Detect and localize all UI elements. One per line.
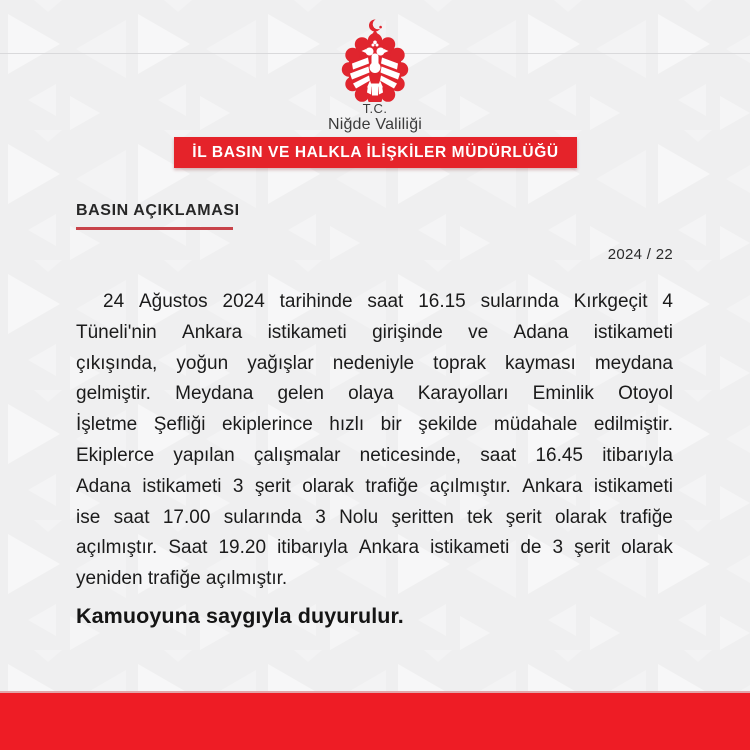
org-prefix: T.C. xyxy=(362,101,388,116)
body-line: gelmiştir. Meydana gelen olaya Karayolları Eminlik Otoyol xyxy=(76,383,673,405)
body-line: Ekiplerce yapılan çalışmalar neticesinde, saat 16.45 itibarıyla xyxy=(76,444,673,466)
bottom-red-band xyxy=(0,691,750,750)
body-line: İşletme Şefliği ekiplerince hızlı bir şekilde müdahale edilmiştir. xyxy=(76,414,673,436)
body-line: ise saat 17.00 sularında 3 Nolu şeritten tek şerit olarak trafiğe xyxy=(76,506,673,528)
body-line: 24 Ağustos 2024 tarihinde saat 16.15 sularında Kırkgeçit 4 xyxy=(103,291,673,312)
closing-statement: Kamuoyuna saygıyla duyurulur. xyxy=(76,604,404,628)
title-underline xyxy=(76,227,233,230)
body-text xyxy=(76,291,673,599)
body-line: yeniden trafiğe açılmıştır. xyxy=(76,568,288,590)
body-line: Adana istikameti 3 şerit olarak trafiğe açılmıştır. Ankara istikameti xyxy=(76,475,673,497)
body-line: çıkışında, yoğun yağışlar nedeniyle toprak kayması meydana xyxy=(76,352,673,374)
org-name: Niğde Valiliği xyxy=(327,116,423,133)
reference-number: 2024 / 22 xyxy=(607,246,673,263)
body-line: Tüneli'nin Ankara istikameti girişinde ve Adana istikameti xyxy=(76,321,673,343)
state-emblem-icon xyxy=(337,17,413,102)
department-banner: İL BASIN VE HALKLA İLİŞKİLER MÜDÜRLÜĞÜ xyxy=(174,137,577,168)
press-release-title: BASIN AÇIKLAMASI xyxy=(76,202,240,219)
body-line: açılmıştır. Saat 19.20 itibarıyla Ankara istikameti de 3 şerit olarak xyxy=(76,537,673,559)
